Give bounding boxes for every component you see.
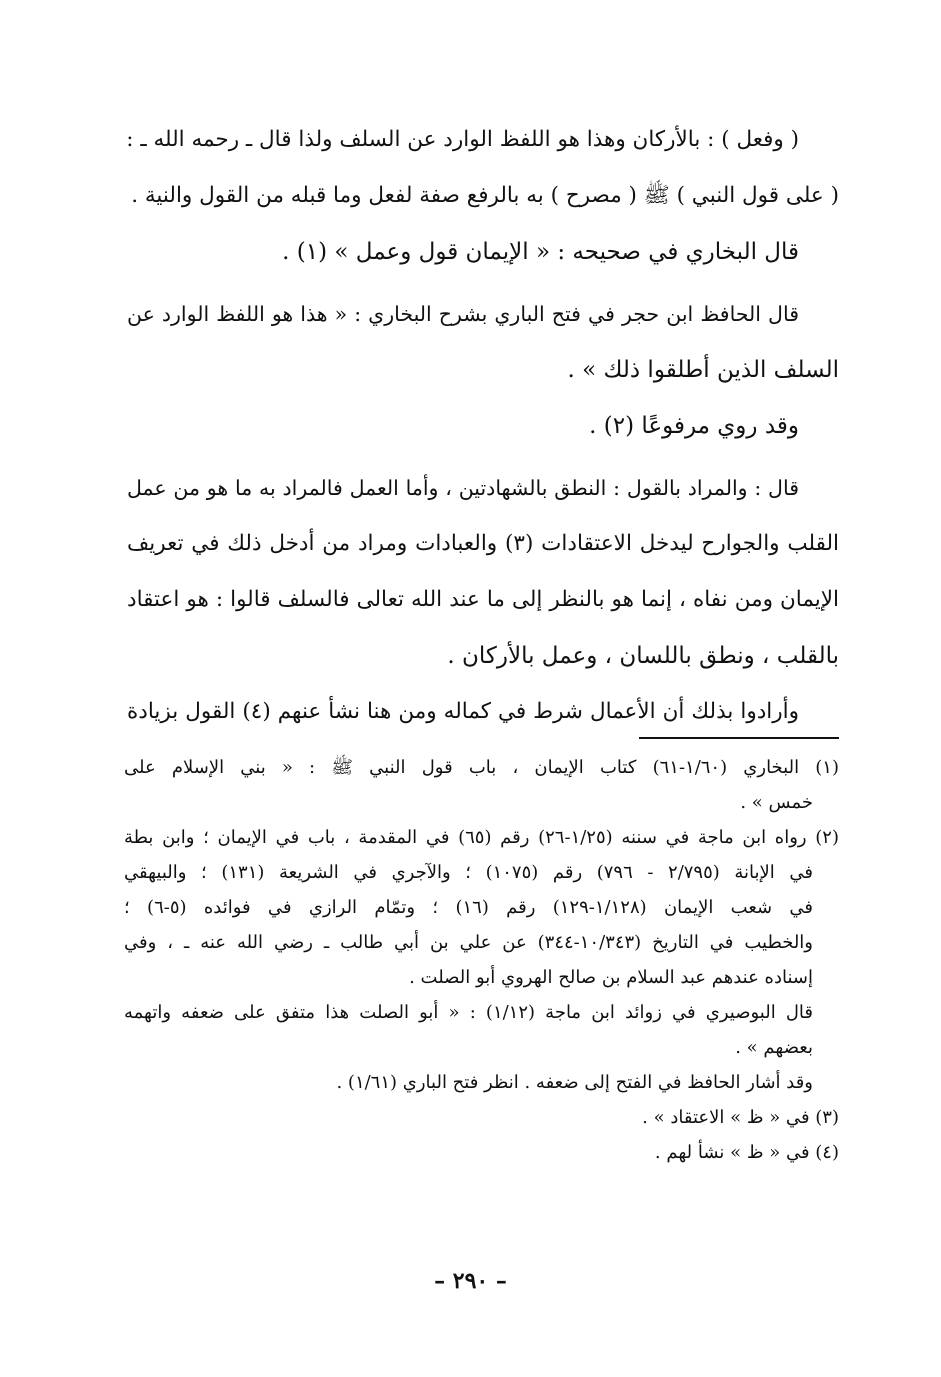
text-line: قال : والمراد بالقول : النطق بالشهادتين ، وأما العمل فالمراد به ما هو من عمل	[127, 476, 799, 500]
text-line: وقد روي مرفوعًا (٢) .	[589, 413, 799, 439]
footnote-line: (٣) في « ظ » الاعتقاد » .	[642, 1107, 839, 1128]
footnote-line: في الإبانة (٢/٧٩٥ - ٧٩٦) رقم (١٠٧٥) ؛ والآجري في الشريعة (١٣١) ؛ والبيهقي	[124, 862, 813, 883]
footnote-line: وقد أشار الحافظ في الفتح إلى ضعفه . انظر فتح الباري (١/٦١) .	[336, 1072, 813, 1093]
footnote-separator	[639, 737, 839, 739]
footnote-line: (٤) في « ظ » نشأ لهم .	[654, 1142, 839, 1163]
main-text	[127, 112, 839, 740]
footnote-line: والخطيب في التاريخ (١٠/٣٤٣-٣٤٤) عن علي بن أبي طالب ـ رضي الله عنه ـ ، وفي	[124, 932, 814, 953]
text-line: ( على قول النبي ) ﷺ ( مصرح ) به بالرفع صفة لفعل وما قبله من القول والنية .	[131, 183, 839, 208]
footnotes	[124, 750, 839, 1170]
text-line: قال البخاري في صحيحه : « الإيمان قول وعمل » (١) .	[282, 239, 799, 265]
text-line: السلف الذين أطلقوا ذلك » .	[567, 357, 839, 383]
page-number: – ٢٩٠ –	[434, 1268, 507, 1294]
text-line: وأرادوا بذلك أن الأعمال شرط في كماله ومن هنا نشأ عنهم (٤) القول بزيادة	[127, 699, 800, 724]
footnote-line: قال البوصيري في زوائد ابن ماجة (١/١٢) : « أبو الصلت هذا متفق على ضعفه واتهمه	[124, 1002, 814, 1023]
text-line: ( وفعل ) : بالأركان وهذا هو اللفظ الوارد عن السلف ولذا قال ـ رحمه الله ـ :	[126, 127, 799, 152]
footnote-line: (٢) رواه ابن ماجة في سننه (١/٢٥-٢٦) رقم (٦٥) في المقدمة ، باب في الإيمان ؛ وابن بطة	[124, 827, 839, 848]
footnote-line: خمس » .	[740, 792, 813, 813]
text-line: بالقلب ، ونطق باللسان ، وعمل بالأركان .	[447, 643, 839, 669]
footnote-line: (١) البخاري (١/٦٠-٦١) كتاب الإيمان ، باب قول النبي ﷺ : « بني الإسلام على	[124, 757, 839, 778]
footnote-line: بعضهم » .	[735, 1037, 813, 1058]
footnote-line: إسناده عندهم عبد السلام بن صالح الهروي أبو الصلت .	[409, 967, 813, 988]
text-line: الإيمان ومن نفاه ، إنما هو بالنظر إلى ما عند الله تعالى فالسلف قالوا : هو اعتقاد	[127, 587, 839, 612]
text-line: القلب والجوارح ليدخل الاعتقادات (٣) والعبادات ومراد من أدخل ذلك في تعريف	[127, 531, 840, 556]
text-line: قال الحافظ ابن حجر في فتح الباري بشرح البخاري : « هذا هو اللفظ الوارد عن	[127, 302, 799, 326]
footnote-line: في شعب الإيمان (١/١٢٨-١٢٩) رقم (١٦) ؛ وتمّام الرازي في فوائده (٥-٦) ؛	[124, 897, 814, 918]
